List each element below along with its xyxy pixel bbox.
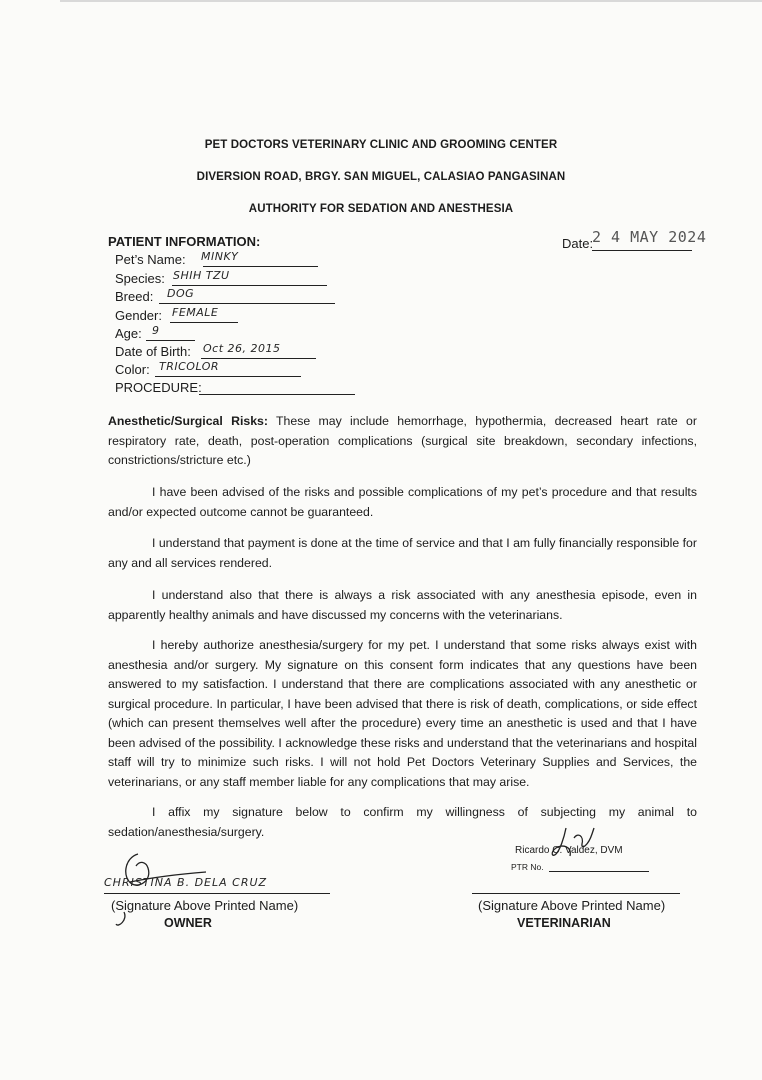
clinic-address: DIVERSION ROAD, BRGY. SAN MIGUEL, CALASIAO PANGASINAN bbox=[196, 171, 566, 183]
field-label: Age: bbox=[115, 326, 142, 341]
consent-paragraph: I hereby authorize anesthesia/surgery for my pet. I understand that some risks always exist with anesthesia and/or surgery. My signature on this consent form indicates that any questions have been answered to my satisfaction. I understand that there are complications associated with any anesthetic or surgical procedure. In particular, I have been advised that there is risk of death, complications, or side effect (which can present themselves well after the procedure) every time an anesthetic is used and that I have been advised of the possibility. I acknowledge these risks and understand that the veterinarians and hospital staff will try to minimize such risks. I will not hold Pet Doctors Veterinary Supplies and Services, the veterinarians, or any staff member liable for any complications that may arise. bbox=[108, 638, 697, 789]
scan-top-edge bbox=[60, 0, 762, 2]
handwritten-value: Oct 26, 2015 bbox=[203, 342, 281, 355]
affix-signature-paragraph: I affix my signature below to confirm my willingness of subjecting my animal to sedation/anesthesia/surgery. bbox=[108, 805, 697, 839]
vet-signature-line bbox=[472, 893, 680, 894]
field-label: Color: bbox=[115, 362, 150, 377]
handwritten-value: SHIH TZU bbox=[173, 269, 230, 282]
date-label: Date: bbox=[562, 236, 594, 251]
handwritten-value: FEMALE bbox=[172, 306, 219, 319]
vet-signature-caption: (Signature Above Printed Name) bbox=[478, 898, 666, 913]
date-underline bbox=[592, 250, 692, 251]
risks-label: Anesthetic/Surgical Risks: bbox=[108, 414, 268, 428]
field-label: PROCEDURE: bbox=[115, 380, 202, 395]
ptr-underline bbox=[549, 871, 649, 872]
consent-paragraph: I understand also that there is always a risk associated with any anesthesia episode, even in apparently healthy animals and have discussed my concerns with the veterinarians. bbox=[108, 588, 697, 622]
patient-info-heading: PATIENT INFORMATION: bbox=[108, 234, 261, 249]
owner-signature-line bbox=[104, 893, 330, 894]
ptr-label: PTR No. bbox=[511, 862, 544, 872]
owner-role: OWNER bbox=[164, 916, 212, 930]
date-stamp: 2 4 MAY 2024 bbox=[592, 228, 707, 246]
owner-signature-caption: (Signature Above Printed Name) bbox=[111, 898, 299, 913]
handwritten-value: 9 bbox=[152, 324, 160, 337]
vet-printed-name: Ricardo C. Valdez, DVM bbox=[515, 845, 623, 856]
field-label: Breed: bbox=[115, 289, 154, 304]
vet-role: VETERINARIAN bbox=[517, 916, 611, 930]
handwritten-value: TRICOLOR bbox=[159, 360, 220, 373]
field-label: Pet’s Name: bbox=[115, 252, 186, 267]
clinic-name: PET DOCTORS VETERINARY CLINIC AND GROOMING CENTER bbox=[204, 139, 558, 151]
field-label: Date of Birth: bbox=[115, 344, 191, 359]
field-label: Gender: bbox=[115, 308, 162, 323]
consent-paragraph: I have been advised of the risks and possible complications of my pet’s procedure and that results and/or expected outcome cannot be guaranteed. bbox=[108, 485, 697, 519]
risks-paragraph bbox=[108, 412, 697, 471]
handwritten-value: DOG bbox=[167, 287, 195, 300]
handwritten-value: MINKY bbox=[201, 250, 239, 263]
risks-text: These may include hemorrhage, hypothermia, decreased heart rate or respiratory rate, death, post-operation complications (surgical site breakdown, secondary infections, constrictions/stricture etc.) bbox=[108, 414, 697, 467]
consent-paragraph: I understand that payment is done at the time of service and that I am fully financially responsible for any and all services rendered. bbox=[108, 536, 697, 570]
form-title: AUTHORITY FOR SEDATION AND ANESTHESIA bbox=[248, 203, 514, 215]
field-label: Species: bbox=[115, 271, 165, 286]
owner-printed-name: CHRISTINA B. DELA CRUZ bbox=[104, 876, 268, 889]
